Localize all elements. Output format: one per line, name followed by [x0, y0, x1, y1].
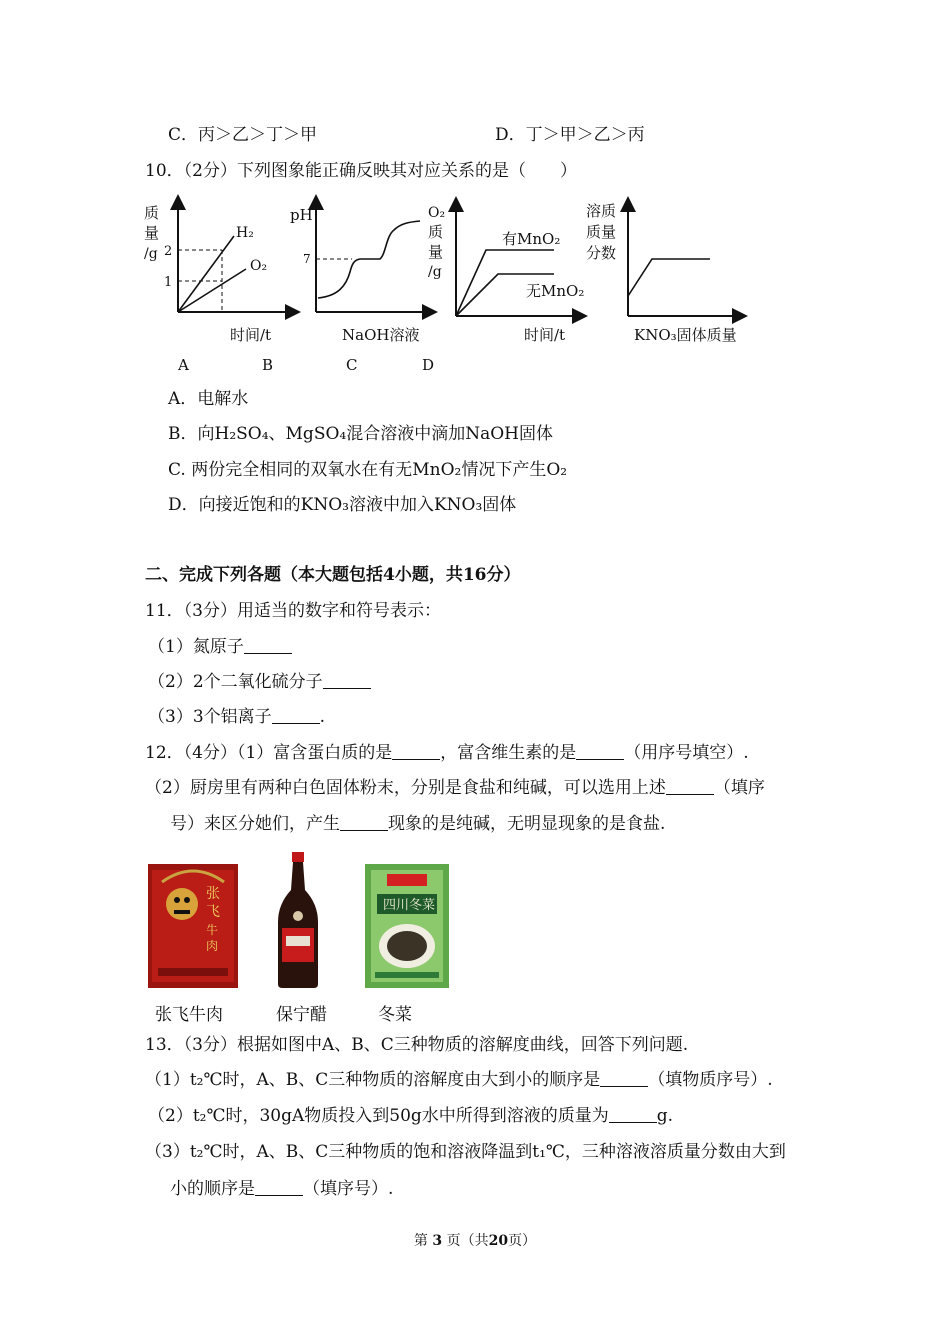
q13-item-3: （3）t₂℃时，A、B、C三种物质的饱和溶液降温到t₁℃，三种溶液溶质量分数由大到 [145, 1142, 786, 1162]
page-number: 3 [432, 1233, 443, 1249]
answer-blank[interactable] [255, 1179, 303, 1196]
answer-blank[interactable] [600, 1070, 648, 1087]
svg-text:张: 张 [206, 886, 220, 902]
graph-b-letter: B [262, 356, 274, 374]
graph-a-ylabel-3: /g [144, 246, 158, 262]
q13-item-3-cont: 小的顺序是 （填序号）. [170, 1179, 394, 1199]
q11-item-1: （1）氮原子 [148, 636, 292, 658]
graph-a-tick-1: 1 [164, 275, 173, 290]
q10-option-a: A．电解水 [168, 389, 249, 409]
graph-b-tick-7: 7 [303, 252, 311, 266]
graph-c-ylabel-3: 量 [428, 243, 444, 261]
graph-a-h2-line [178, 236, 234, 312]
graph-c [346, 204, 584, 374]
graph-c-xlabel: 时间/t [524, 326, 566, 344]
answer-blank[interactable] [340, 814, 388, 831]
graph-a-xlabel: 时间/t [230, 326, 272, 344]
package-title: 四川冬菜 [383, 898, 436, 913]
q13-item-2: （2）t₂℃时，30gA物质投入到50g水中所得到溶液的质量为 g. [148, 1106, 674, 1126]
answer-blank[interactable] [666, 778, 714, 795]
svg-text:牛: 牛 [206, 923, 219, 937]
q10-option-d: D．向接近饱和的KNO₃溶液中加入KNO₃固体 [168, 495, 517, 515]
q10-graphs [138, 192, 758, 377]
q9-option-d: D．丁＞甲＞乙＞丙 [495, 125, 645, 145]
q10-option-c: C. 两份完全相同的双氧水在有无MnO₂情况下产生O₂ [168, 460, 568, 480]
graph-b-xlabel: NaOH溶液 [342, 326, 420, 344]
graph-a-ylabel-2: 量 [144, 224, 160, 242]
graph-a-o2-label: O₂ [250, 258, 268, 274]
graph-b [262, 202, 430, 374]
graph-d-xlabel: KNO₃固体质量 [634, 326, 737, 344]
svg-text:飞: 飞 [206, 904, 220, 920]
section-2-title: 二、完成下列各题（本大题包括4小题，共16分） [145, 565, 521, 585]
graph-b-ylabel: pH [290, 206, 313, 224]
caption-vegetable: 冬菜 [378, 1005, 412, 1025]
graph-d-curve [628, 259, 710, 296]
answer-blank[interactable] [392, 743, 440, 760]
q10-option-b: B．向H₂SO₄、MgSO₄混合溶液中滴加NaOH固体 [168, 424, 553, 444]
graph-a-h2-label: H₂ [236, 225, 254, 241]
page-total: 20 [488, 1233, 509, 1249]
graph-a-o2-line [178, 269, 246, 312]
q13-stem: 13．（3分）根据如图中A、B、C三种物质的溶解度曲线，回答下列问题. [145, 1035, 689, 1055]
graph-c-with-mno2-label: 有MnO₂ [502, 230, 561, 248]
q11-item-2: （2）2个二氧化硫分子 [148, 671, 371, 693]
answer-blank[interactable] [272, 707, 320, 724]
q12-line-2: （2）厨房里有两种白色固体粉末，分别是食盐和纯碱，可以选用上述 （填序 [145, 778, 765, 798]
caption-vinegar: 保宁醋 [276, 1005, 327, 1025]
graph-d-ylabel-1: 溶质 [586, 202, 617, 220]
svg-text:肉: 肉 [206, 939, 219, 953]
answer-blank[interactable] [576, 743, 624, 760]
q11-stem: 11．（3分）用适当的数字和符号表示： [145, 601, 441, 621]
answer-blank[interactable] [609, 1106, 657, 1123]
vinegar-bottle-image [272, 852, 324, 990]
graph-c-ylabel-2: 质 [428, 223, 444, 241]
q12-line-1: 12．（4分）（1）富含蛋白质的是 ，富含维生素的是 （用序号填空）. [145, 743, 749, 763]
graph-d-letter: D [422, 356, 435, 374]
graph-a-tick-2: 2 [164, 244, 173, 259]
preserved-vegetable-package-image [365, 864, 449, 988]
q11-item-3: （3）3个铝离子 . [148, 707, 326, 727]
answer-blank[interactable] [323, 672, 371, 689]
caption-beef: 张飞牛肉 [155, 1005, 223, 1025]
graph-c-letter: C [346, 356, 358, 374]
graph-c-ylabel-4: /g [428, 264, 442, 280]
graph-a [144, 202, 293, 374]
graph-c-ylabel-1: O₂ [428, 205, 446, 221]
graph-d-ylabel-3: 分数 [586, 244, 617, 262]
answer-blank[interactable] [244, 637, 292, 654]
page-footer: 第 3 页（共20页） [413, 1233, 537, 1249]
q10-stem: 10．（2分）下列图象能正确反映其对应关系的是（ ） [145, 161, 577, 181]
graph-a-letter: A [178, 356, 189, 374]
q12-line-3: 号）来区分她们，产生 现象的是纯碱，无明显现象的是食盐. [170, 814, 666, 834]
graph-c-without-mno2-label: 无MnO₂ [526, 282, 585, 300]
q9-option-c: C．丙＞乙＞丁＞甲 [168, 125, 318, 145]
graph-d-ylabel-2: 质量 [586, 223, 617, 241]
graph-a-ylabel-1: 质 [144, 204, 160, 222]
beef-package-image [148, 864, 238, 988]
q13-item-1: （1）t₂℃时，A、B、C三种物质的溶解度由大到小的顺序是 （填物质序号）. [145, 1070, 773, 1090]
